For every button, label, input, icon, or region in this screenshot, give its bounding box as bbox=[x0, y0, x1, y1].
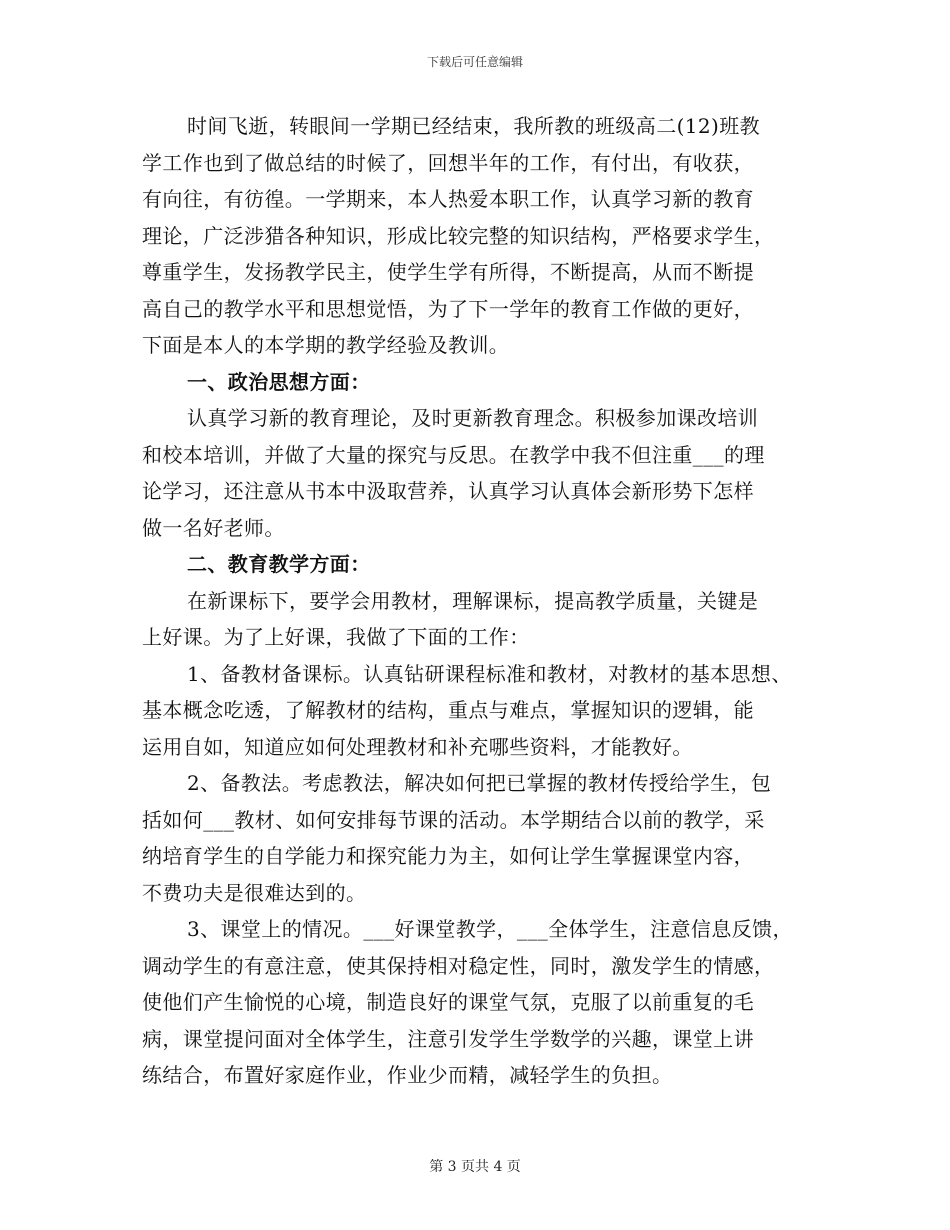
text-line: 学工作也到了做总结的时候了，回想半年的工作，有付出，有收获， bbox=[142, 150, 754, 175]
text-line: 调动学生的有意注意，使其保持相对稳定性，同时，激发学生的情感， bbox=[142, 953, 775, 978]
text-line: 练结合，布置好家庭作业，作业少而精，减轻学生的负担。 bbox=[142, 1063, 673, 1087]
section-heading: 一、政治思想方面： bbox=[187, 369, 371, 394]
page-header: 下载后可任意编辑 bbox=[426, 55, 523, 69]
text-line: 时间飞逝，转眼间一学期已经结束，我所教的班级高二(12)班教 bbox=[187, 114, 761, 138]
text-line: 括如何___教材、如何安排每节课的活动。本学期结合以前的教学，采 bbox=[142, 807, 765, 832]
text-line: 基本概念吃透，了解教材的结构，重点与难点，掌握知识的逻辑，能 bbox=[142, 698, 754, 722]
text-line: 使他们产生愉悦的心境，制造良好的课堂气氛，克服了以前重复的毛 bbox=[142, 990, 754, 1014]
page-footer: 第 3 页共 4 页 bbox=[429, 1159, 521, 1175]
text-line: 病，课堂提问面对全体学生，注意引发学生学数学的兴趣，课堂上讲 bbox=[142, 1026, 754, 1051]
text-line: 认真学习新的教育理论，及时更新教育理念。积极参加课改培训 bbox=[187, 406, 759, 430]
text-line: 论学习，还注意从书本中汲取营养，认真学习认真体会新形势下怎样 bbox=[142, 479, 754, 503]
text-line: 和校本培训，并做了大量的探究与反思。在教学中我不但注重___的理 bbox=[142, 442, 765, 467]
text-line: 有向往，有彷徨。一学期来，本人热爱本职工作，认真学习新的教育 bbox=[142, 187, 754, 211]
text-line: 2、备教法。考虑教法，解决如何把已掌握的教材传授给学生，包 bbox=[187, 771, 772, 795]
text-line: 3、课堂上的情况。___好课堂教学，___全体学生，注意信息反馈， bbox=[187, 917, 793, 941]
section-heading: 二、教育教学方面： bbox=[187, 552, 371, 576]
text-line: 运用自如，知道应如何处理教材和补充哪些资料，才能教好。 bbox=[142, 734, 693, 759]
text-line: 在新课标下，要学会用教材，理解课标，提高教学质量，关键是 bbox=[187, 588, 759, 613]
text-line: 高自己的教学水平和思想觉悟，为了下一学年的教育工作做的更好， bbox=[142, 296, 754, 321]
text-line: 尊重学生，发扬教学民主，使学生学有所得，不断提高，从而不断提 bbox=[142, 260, 754, 284]
text-line: 理论，广泛涉猎各种知识，形成比较完整的知识结构，严格要求学生， bbox=[142, 223, 775, 248]
text-line: 1、备教材备课标。认真钻研课程标准和教材，对教材的基本思想、 bbox=[187, 661, 792, 686]
document-body bbox=[142, 108, 822, 1094]
text-line: 做一名好老师。 bbox=[142, 515, 285, 540]
text-line: 下面是本人的本学期的教学经验及教训。 bbox=[142, 333, 510, 357]
text-line: 上好课。为了上好课，我做了下面的工作： bbox=[142, 625, 530, 649]
text-line: 纳培育学生的自学能力和探究能力为主，如何让学生掌握课堂内容， bbox=[142, 844, 754, 868]
text-line: 不费功夫是很难达到的。 bbox=[142, 880, 367, 905]
